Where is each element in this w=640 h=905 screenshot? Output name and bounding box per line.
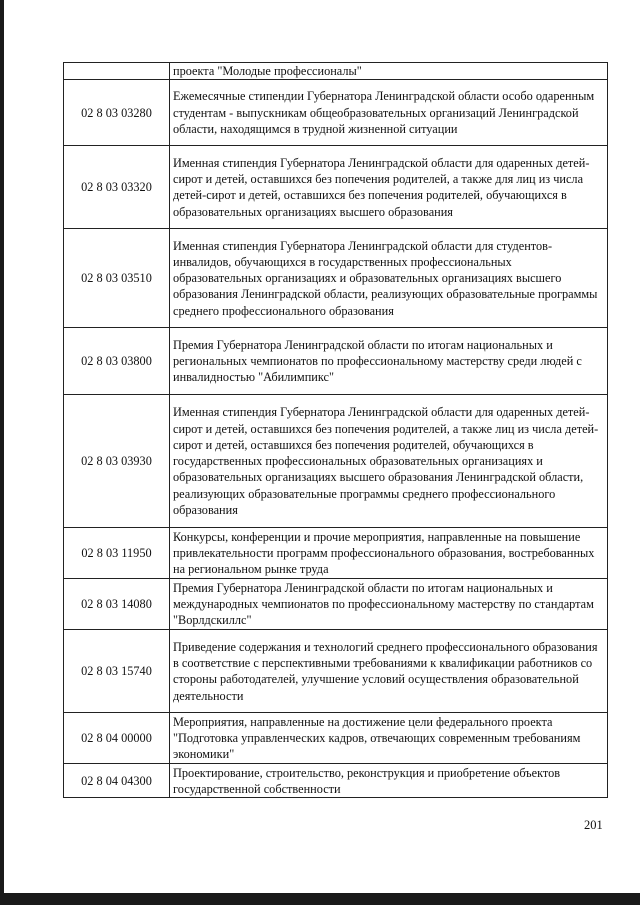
row-code: 02 8 03 14080 <box>64 579 170 630</box>
row-description: Приведение содержания и технологий среднего профессионального образования в соответствие с перспективными требованиями к квалификации работников со стороны работодателей, улучшение условий осуществления образовательной деятельности <box>170 630 608 713</box>
row-description: Мероприятия, направленные на достижение цели федерального проекта "Подготовка управленческих кадров, отвечающих современным требованиям экономики" <box>170 713 608 764</box>
row-description: Именная стипендия Губернатора Ленинградской области для студентов-инвалидов, обучающихся в государственных профессиональных образовательных организациях и образовательных организациях высшего образования Ленинградской области, реализующих образовательные программы среднего профессионального образования <box>170 229 608 328</box>
row-code: 02 8 03 03280 <box>64 80 170 146</box>
row-description: Ежемесячные стипендии Губернатора Ленинградской области особо одаренным студентам - выпускникам общеобразовательных организаций Ленинградской области, находящимся в трудной жизненной ситуации <box>170 80 608 146</box>
table-row <box>64 713 608 764</box>
row-description: Именная стипендия Губернатора Ленинградской области для одаренных детей-сирот и детей, оставшихся без попечения родителей, а также лиц из числа детей-сирот и детей, оставшихся без попечения родителей, обучающихся в государственных профессиональных образовательных организациях и образовательных организациях высшего образования Ленинградской области, реализующих образовательные программы среднего профессионального образования <box>170 395 608 528</box>
row-code: 02 8 03 11950 <box>64 528 170 579</box>
row-description: Премия Губернатора Ленинградской области по итогам национальных и международных чемпионатов по профессиональному мастерству по стандартам "Ворлдскиллс" <box>170 579 608 630</box>
scan-bottom-edge <box>0 893 640 905</box>
row-code: 02 8 04 04300 <box>64 764 170 798</box>
table-row <box>64 528 608 579</box>
budget-classification-table <box>63 62 608 798</box>
row-description: проекта "Молодые профессионалы" <box>170 63 608 80</box>
table-row <box>64 63 608 80</box>
table-row <box>64 328 608 395</box>
table-row <box>64 764 608 798</box>
row-description: Проектирование, строительство, реконструкция и приобретение объектов государственной собственности <box>170 764 608 798</box>
table-row <box>64 630 608 713</box>
row-code <box>64 63 170 80</box>
scan-left-edge <box>0 0 4 905</box>
table-row <box>64 229 608 328</box>
row-code: 02 8 04 00000 <box>64 713 170 764</box>
table-row <box>64 146 608 229</box>
page-number: 201 <box>584 818 603 832</box>
table-row <box>64 80 608 146</box>
row-description: Именная стипендия Губернатора Ленинградской области для одаренных детей-сирот и детей, оставшихся без попечения родителей, а также для лиц из числа детей-сирот и детей, оставшихся без попечения родителей, обучающихся в образовательных организациях высшего образования <box>170 146 608 229</box>
table-row <box>64 395 608 528</box>
row-description: Премия Губернатора Ленинградской области по итогам национальных и региональных чемпионатов по профессиональному мастерству среди людей с инвалидностью "Абилимпикс" <box>170 328 608 395</box>
row-code: 02 8 03 15740 <box>64 630 170 713</box>
table-row <box>64 579 608 630</box>
row-code: 02 8 03 03930 <box>64 395 170 528</box>
row-code: 02 8 03 03320 <box>64 146 170 229</box>
row-code: 02 8 03 03800 <box>64 328 170 395</box>
row-code: 02 8 03 03510 <box>64 229 170 328</box>
row-description: Конкурсы, конференции и прочие мероприятия, направленные на повышение привлекательности программ профессионального образования, востребованных на региональном рынке труда <box>170 528 608 579</box>
